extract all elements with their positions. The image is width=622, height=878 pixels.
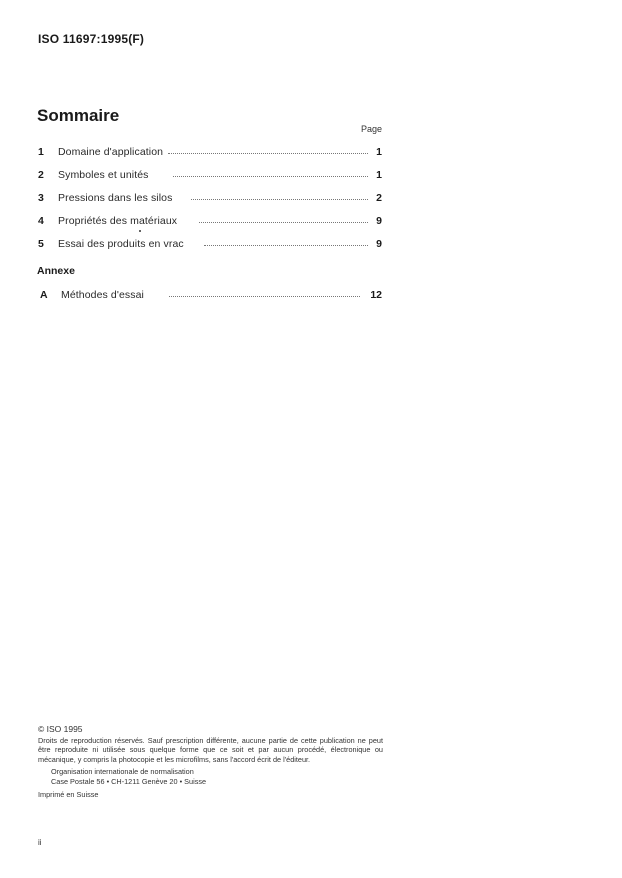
dot-leader xyxy=(199,222,368,223)
toc-entry-label: Pressions dans les silos xyxy=(58,192,173,204)
organization-address: Case Postale 56 • CH-1211 Genève 20 • Suisse xyxy=(51,776,207,786)
toc-entry[interactable] xyxy=(38,192,382,206)
toc-entry-number: A xyxy=(40,289,48,301)
copyright-block xyxy=(38,725,383,799)
toc-entry-number: 5 xyxy=(38,238,44,250)
rights-notice: Droits de reproduction réservés. Sauf prescription différente, aucune partie de cette publication ne peut être reproduite ni utilisée sous quelque forme que ce soit et par aucun procédé, électronique ou mécanique, y compris la photocopie et les microfilms, sans l'accord écrit de l'éditeur. xyxy=(38,735,383,764)
annex-heading: Annexe xyxy=(37,265,75,277)
toc-entry-label: Symboles et unités xyxy=(58,169,149,181)
dot-leader xyxy=(191,199,368,200)
toc-entry-page: 9 xyxy=(376,238,382,250)
toc-entry-number: 4 xyxy=(38,215,44,227)
toc-annex-entry[interactable] xyxy=(38,289,382,303)
organization-name: Organisation internationale de normalisation xyxy=(51,767,194,777)
toc-entry-page: 9 xyxy=(376,215,382,227)
stray-mark xyxy=(139,230,141,232)
printed-in: Imprimé en Suisse xyxy=(38,789,99,799)
toc-entry-number: 3 xyxy=(38,192,44,204)
toc-entry-page: 12 xyxy=(370,289,382,301)
toc-entry[interactable] xyxy=(38,146,382,160)
toc-entry[interactable] xyxy=(38,215,382,229)
dot-leader xyxy=(168,153,368,154)
dot-leader xyxy=(173,176,368,177)
toc-entry-page: 1 xyxy=(376,146,382,158)
toc-entry-number: 2 xyxy=(38,169,44,181)
toc-entry-label: Méthodes d'essai xyxy=(61,289,144,301)
page-column-label: Page xyxy=(360,124,382,134)
dot-leader xyxy=(204,245,368,246)
toc-entry[interactable] xyxy=(38,169,382,183)
copyright-line: © ISO 1995 xyxy=(38,724,83,734)
toc-entry-label: Propriétés des matériaux xyxy=(58,215,178,227)
toc-entry-label: Essai des produits en vrac xyxy=(58,238,184,250)
page-number: ii xyxy=(38,838,42,847)
toc-entry-label: Domaine d'application xyxy=(58,146,164,158)
toc-entry[interactable] xyxy=(38,238,382,252)
toc-entry-page: 1 xyxy=(376,169,382,181)
dot-leader xyxy=(169,296,360,297)
toc-entry-number: 1 xyxy=(38,146,44,158)
toc-entry-page: 2 xyxy=(376,192,382,204)
document-header: ISO 11697:1995(F) xyxy=(38,32,145,46)
toc-title: Sommaire xyxy=(37,106,120,125)
